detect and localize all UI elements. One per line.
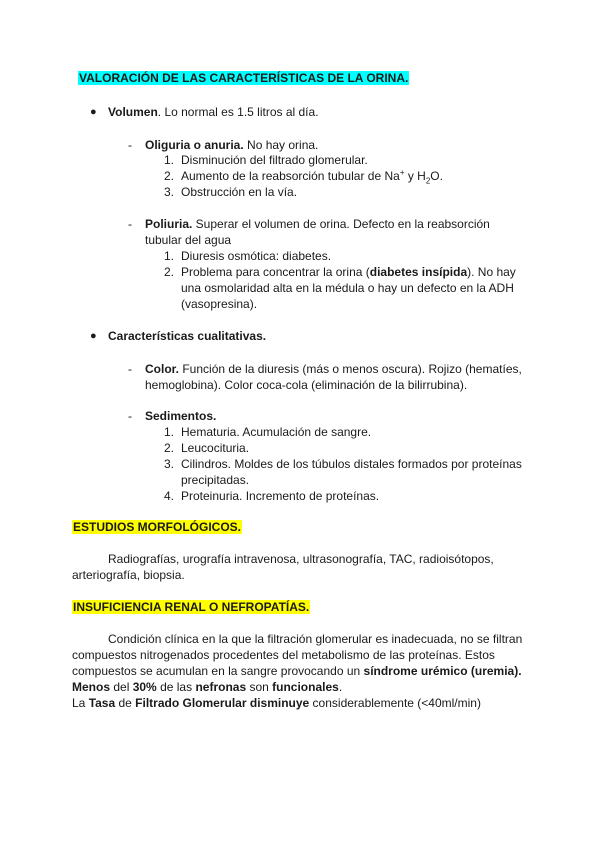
list-number: 2. <box>164 169 175 183</box>
item-oliguria: Oliguria o anuria. No hay orina. <box>145 138 319 152</box>
list-item: Proteinuria. Incremento de proteínas. <box>181 489 380 503</box>
poliuria-line2: tubular del agua <box>145 233 232 247</box>
list-item: Diuresis osmótica: diabetes. <box>181 249 332 263</box>
section-title-valoracion: VALORACIÓN DE LAS CARACTERÍSTICAS DE LA ORINA. <box>79 71 409 85</box>
list-item: Leucocituria. <box>181 441 250 455</box>
item-color: Color. Función de la diuresis (más o menos oscura). Rojizo (hematíes, <box>145 362 522 376</box>
estudios-line1: Radiografías, urografía intravenosa, ultrasonografía, TAC, radioisótopos, <box>108 552 494 566</box>
list-item: Cilindros. Moldes de los túbulos distales formados por proteínas <box>181 457 522 471</box>
list-item: Disminución del filtrado glomerular. <box>181 153 368 167</box>
item-sedimentos: Sedimentos. <box>145 409 217 423</box>
bullet-marker: ● <box>90 330 97 342</box>
list-number: 2. <box>164 265 175 279</box>
dash-marker: - <box>128 362 132 376</box>
insuficiencia-line4: Menos del 30% de las nefronas son funcionales. <box>72 680 343 694</box>
insuficiencia-line5: La Tasa de Filtrado Glomerular disminuye considerablemente (<40ml/min) <box>72 696 481 710</box>
list-number: 1. <box>164 425 175 439</box>
insuficiencia-line2: compuestos nitrogenados procedentes del metabolismo de las proteínas. Estos <box>72 648 495 662</box>
list-number: 1. <box>164 249 175 263</box>
list-number: 2. <box>164 441 175 455</box>
list-item: Problema para concentrar la orina (diabetes insípida). No hay <box>181 265 516 279</box>
list-number: 1. <box>164 153 175 167</box>
list-item: Hematuria. Acumulación de sangre. <box>181 425 372 439</box>
list-item: Aumento de la reabsorción tubular de Na+ y $H_2O$. <box>181 168 443 186</box>
dash-marker: - <box>128 217 132 231</box>
bullet-volumen: Volumen. Lo normal es 1.5 litros al día. <box>108 105 319 119</box>
list-number: 3. <box>164 185 175 199</box>
estudios-line2: arteriografía, biopsia. <box>72 568 185 582</box>
section-title-insuficiencia: INSUFICIENCIA RENAL O NEFROPATÍAS. <box>73 600 310 614</box>
list-number: 4. <box>164 489 175 503</box>
insuficiencia-line3: compuestos se acumulan en la sangre provocando un síndrome urémico (uremia). <box>72 664 522 678</box>
bullet-marker: ● <box>90 106 97 118</box>
dash-marker: - <box>128 409 132 423</box>
list-item-continued: precipitadas. <box>181 473 250 487</box>
bullet-caracteristicas: Características cualitativas. <box>108 329 267 343</box>
list-item-continued: una osmolaridad alta en la médula o hay un defecto en la ADH <box>181 281 514 295</box>
section-title-estudios: ESTUDIOS MORFOLÓGICOS. <box>73 520 242 534</box>
list-item-continued: (vasopresina). <box>181 297 258 311</box>
insuficiencia-line1: Condición clínica en la que la filtración glomerular es inadecuada, no se filtran <box>108 632 523 646</box>
color-line2: hemoglobina). Color coca-cola (eliminación de la bilirrubina). <box>145 378 468 392</box>
item-poliuria: Poliuria. Superar el volumen de orina. Defecto en la reabsorción <box>145 217 490 231</box>
list-item: Obstrucción en la vía. <box>181 185 298 199</box>
list-number: 3. <box>164 457 175 471</box>
dash-marker: - <box>128 138 132 152</box>
